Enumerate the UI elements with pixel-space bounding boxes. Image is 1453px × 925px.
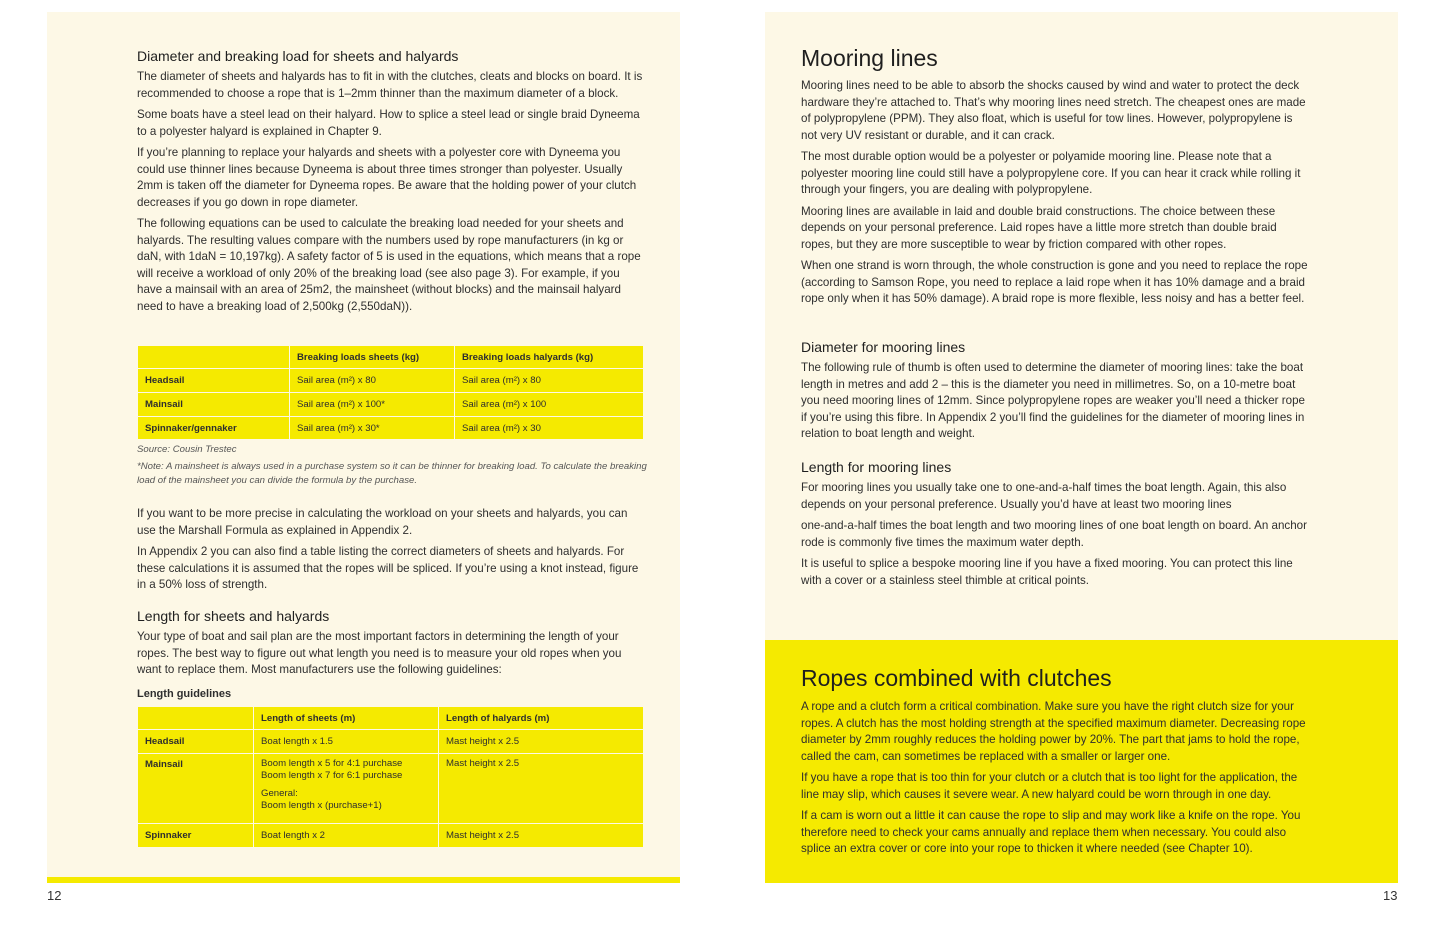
cell-line: Boat length x 2 — [261, 830, 326, 841]
table-cell: Mast height x 2.5 — [439, 824, 644, 848]
length-table-label: Length guidelines — [137, 688, 232, 700]
paragraph: Mooring lines are available in laid and double braid constructions. The choice between these depends on your personal preference. Laid ropes have a little more stretch than double braid ropes, but they are more susceptible to wear by friction compared with other ropes. — [801, 204, 1277, 251]
table-cell: Sail area (m²) x 100* — [290, 393, 455, 417]
cell-line: Boom length x (purchase+1) — [261, 800, 382, 811]
table-cell — [254, 730, 439, 754]
paragraph: A rope and a clutch form a critical combination. Make sure you have the right clutch size for your ropes. A clutch has the most holding strength at the specified maximum diameter. Decreasing rope diameter by 2mm roughly reduces the holding power by 20%. The part that jams to hold the rope, called the cam, can sometimes be replaced with a smaller or larger one. — [801, 700, 1306, 763]
paragraph: Some boats have a steel lead on their halyard. How to splice a steel lead or single braid Dyneema to a polyester halyard is explained in Chapter 9. — [137, 108, 640, 138]
section-title: Ropes combined with clutches — [801, 665, 1112, 691]
table-row-label: Spinnaker/gennaker — [138, 417, 290, 440]
section-diameter-mooring — [801, 339, 1311, 448]
table-cell: Sail area (m²) x 30* — [290, 417, 455, 440]
table-cell — [254, 754, 439, 824]
section-heading: Diameter for mooring lines — [801, 339, 966, 355]
section-heading: Length for sheets and halyards — [137, 608, 330, 624]
table-source: Source: Cousin Trestec — [137, 444, 237, 455]
table-footnote: *Note: A mainsheet is always used in a purchase system so it can be thinner for breaking load. To calculate the breaking load of the mainsheet you can divide the formula by the purchase. — [137, 461, 647, 486]
table-row — [138, 417, 644, 440]
paragraph: It is useful to splice a bespoke mooring line if you have a fixed mooring. You can protect this line with a cover or a stainless steel thimble at critical points. — [801, 557, 1293, 587]
paragraph: If a cam is worn out a little it can cause the rope to slip and may work like a knife on the rope. You therefore need to check your cams annually and replace them when necessary. You could also splice an extra cover or core into your rope to thicken it where needed (see Chapter 10). — [801, 809, 1301, 855]
paragraph: Your type of boat and sail plan are the most important factors in determining the length of your ropes. The best way to figure out what length you need is to measure your old ropes when you want to replace them. Most manufacturers use the following guidelines: — [137, 630, 622, 676]
length-guidelines-table — [137, 706, 644, 848]
table-header-cell: Breaking loads halyards (kg) — [455, 346, 644, 369]
paragraph: The diameter of sheets and halyards has to fit in with the clutches, cleats and blocks on board. It is recommended to choose a rope that is 1–2mm thinner than the maximum diameter of a block. — [137, 70, 643, 100]
page-number-right: 13 — [1383, 888, 1398, 903]
table-row-label: Headsail — [138, 369, 290, 393]
table-header-cell — [138, 346, 290, 369]
table-row — [138, 730, 644, 754]
table-row — [138, 369, 644, 393]
table-cell: Sail area (m²) x 80 — [290, 369, 455, 393]
breaking-load-table — [137, 345, 644, 440]
table-row — [138, 824, 644, 848]
breaking-load-table-wrapper — [137, 345, 644, 440]
page-title: Mooring lines — [801, 45, 938, 71]
paragraph: When one strand is worn through, the whole construction is gone and you need to replace the rope (according to Samson Rope, you need to replace a laid rope when it has 10% damage and a braid rope only when it has 50% damage). A braid rope is more flexible, less noisy and has a better feel. — [801, 259, 1308, 305]
cell-line: Boom length x 7 for 6:1 purchase — [261, 770, 403, 781]
table-cell: Mast height x 2.5 — [439, 754, 644, 824]
section-length-mooring — [801, 459, 1311, 594]
table-row-label: Mainsail — [138, 754, 254, 824]
table-row — [138, 754, 644, 824]
length-table-wrapper — [137, 706, 644, 848]
left-page-yellow-rule — [47, 877, 680, 883]
section-mooring-lines — [801, 45, 1311, 313]
table-cell — [254, 824, 439, 848]
paragraph: Mooring lines need to be able to absorb the shocks caused by wind and water to protect the deck hardware they’re attached to. That’s why mooring lines need stretch. The cheapest ones are made of polypropylene (PPM). They also float, which is useful for tow lines. However, polypropylene is not very UV resistant or durable, and it can crack. — [801, 79, 1306, 142]
table-cell: Sail area (m²) x 30 — [455, 417, 644, 440]
paragraph: For mooring lines you usually take one to one-and-a-half times the boat length. Again, this also depends on your personal preference. Usually you’d have at least two mooring lines — [801, 481, 1287, 511]
table-row-label: Spinnaker — [138, 824, 254, 848]
table-row-label: Headsail — [138, 730, 254, 754]
paragraph: one-and-a-half times the boat length and two mooring lines of one boat length on board. An anchor rode is commonly five times the maximum water depth. — [801, 519, 1307, 549]
paragraph: The following equations can be used to calculate the breaking load needed for your sheets and halyards. The resulting values compare with the numbers used by rope manufacturers (in kg or daN, with 1daN = 10,197kg). A safety factor of 5 is used in the equations, which means that a rope will receive a workload of only 20% of the breaking load (see also page 3). For example, if you have a mainsail with an area of 25m2, the mainsheet (without blocks) and the mainsail halyard need to have a breaking load of 2,500kg (2,550daN)). — [137, 217, 641, 313]
table-header-row — [138, 346, 644, 369]
table-row — [138, 393, 644, 417]
cell-line: Boom length x 5 for 4:1 purchase — [261, 758, 403, 769]
cell-line: Boat length x 1.5 — [261, 736, 334, 747]
table-header-row — [138, 707, 644, 730]
paragraph: In Appendix 2 you can also find a table listing the correct diameters of sheets and halyards. For these calculations it is assumed that the ropes will be spliced. If you’re using a knot instead, figure in a 50% loss of strength. — [137, 545, 639, 591]
paragraph: If you have a rope that is too thin for your clutch or a clutch that is too light for the application, the line may slip, which causes it severe wear. A new halyard could be worn through in one day. — [801, 771, 1298, 801]
section-diameter-breaking-load — [137, 48, 647, 320]
paragraph: The most durable option would be a polyester or polyamide mooring line. Please note that a polyester mooring line could still have a polypropylene core. If you can hear it crack while rolling it through your fingers, you are dealing with polypropylene. — [801, 150, 1301, 196]
table-header-cell — [138, 707, 254, 730]
section-heading: Diameter and breaking load for sheets and halyards — [137, 48, 459, 64]
cell-line: General: — [261, 788, 298, 799]
paragraph: The following rule of thumb is often used to determine the diameter of mooring lines: take the boat length in metres and add 2 – this is the diameter you need in millimetres. So, on a 10-metre boat you need mooring lines of 12mm. Since polypropylene ropes are weaker you’ll need a thicker rope if you’re using this fibre. In Appendix 2 you’ll find the guidelines for the diameter of mooring lines in relation to boat length and weight. — [801, 361, 1305, 440]
table-cell: Mast height x 2.5 — [439, 730, 644, 754]
page-number-left: 12 — [47, 888, 62, 903]
section-clutches — [801, 665, 1311, 863]
table-cell: Sail area (m²) x 80 — [455, 369, 644, 393]
table-header-cell: Breaking loads sheets (kg) — [290, 346, 455, 369]
section-length-sheets-halyards — [137, 608, 647, 684]
paragraph: If you want to be more precise in calculating the workload on your sheets and halyards, you can use the Marshall Formula as explained in Appendix 2. — [137, 507, 628, 537]
section-heading: Length for mooring lines — [801, 459, 952, 475]
table-header-cell: Length of halyards (m) — [439, 707, 644, 730]
table-source-and-note — [137, 444, 647, 488]
precision-paragraphs — [137, 506, 647, 599]
table-row-label: Mainsail — [138, 393, 290, 417]
paragraph: If you’re planning to replace your halyards and sheets with a polyester core with Dyneema you could use thinner lines because Dyneema is about three times stronger than polyester. Usually 2mm is taken off the diameter for Dyneema ropes. Be aware that the holding power of your clutch decreases if you go down in rope diameter. — [137, 146, 637, 209]
table-header-cell: Length of sheets (m) — [254, 707, 439, 730]
table-cell: Sail area (m²) x 100 — [455, 393, 644, 417]
